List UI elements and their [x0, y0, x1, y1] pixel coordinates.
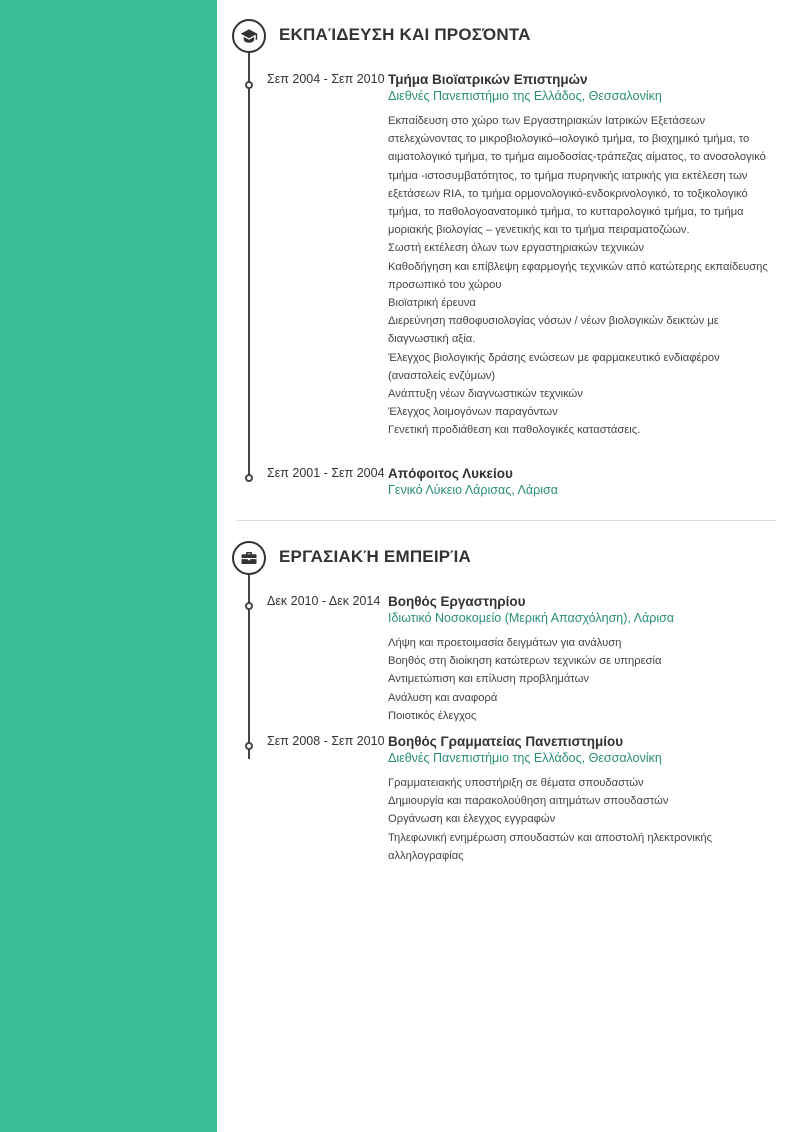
description-item: Οργάνωση και έλεγχος εγγραφών — [388, 813, 556, 826]
entry-organization: Διεθνές Πανεπιστήμιο της Ελλάδος, Θεσσαλονίκη — [388, 751, 662, 765]
entry-content — [388, 733, 780, 865]
description-item: Ποιοτικός έλεγχος — [388, 709, 477, 722]
entry-date: Δεκ 2010 - Δεκ 2014 — [267, 594, 381, 608]
description-item: Γενετική προδιάθεση και παθολογικές καταστάσεις. — [388, 424, 641, 437]
description-item: Τηλεφωνική ενημέρωση σπουδαστών και αποστολή ηλεκτρονικής αλληλογραφίας — [388, 831, 713, 862]
briefcase-glyph — [240, 549, 258, 567]
description-item: Βοηθός στη διοίκηση κατώτερων τεχνικών σε υπηρεσία — [388, 655, 662, 668]
timeline-dot — [245, 742, 253, 750]
entry-date: Σεπ 2001 - Σεπ 2004 — [267, 466, 385, 480]
description-item: Ανάπτυξη νέων διαγνωστικών τεχνικών — [388, 388, 583, 401]
description-item: Ανάλυση και αναφορά — [388, 691, 498, 704]
experience-title: ΕΡΓΑΣΙΑΚΉ ΕΜΠΕΙΡΊΑ — [279, 547, 472, 566]
description-item: Έλεγχος λοιμογόνων παραγόντων — [388, 406, 558, 419]
entry-description — [388, 774, 780, 865]
graduation-cap-icon — [232, 19, 266, 53]
timeline-dot — [245, 81, 253, 89]
description-item: Καθοδήγηση και επίβλεψη εφαρμογής τεχνικών από κατώτερης εκπαίδευσης προσωπικό του χώρου — [388, 260, 768, 291]
description-item: Σωστή εκτέλεση όλων των εργαστηριακών τεχνικών — [388, 242, 644, 255]
entry-description — [388, 634, 780, 725]
entry-content — [388, 71, 780, 440]
entry-date: Σεπ 2004 - Σεπ 2010 — [267, 72, 385, 86]
description-item: Βιοϊατρική έρευνα — [388, 297, 476, 310]
education-timeline — [248, 53, 250, 481]
description-item: Διερεύνηση παθοφυσιολογίας νόσων / νέων βιολογικών δεικτών με διαγνωστική αξία. — [388, 315, 719, 346]
entry-title: Τμήμα Βιοϊατρικών Επιστημών — [388, 72, 588, 87]
section-divider — [237, 520, 776, 521]
entry-organization: Γενικό Λύκειο Λάρισας, Λάρισα — [388, 483, 558, 497]
education-title: ΕΚΠΑΊΔΕΥΣΗ ΚΑΙ ΠΡΟΣΌΝΤΑ — [279, 25, 531, 44]
entry-organization: Διεθνές Πανεπιστήμιο της Ελλάδος, Θεσσαλονίκη — [388, 89, 662, 103]
description-item: Εκπαίδευση στο χώρο των Εργαστηριακών Ιατρικών Εξετάσεων στελεχώνοντας το μικροβιολογικό–ιολογικό τμήμα, το βιοχημικό τμήμα, το αιματολογικό τμήμα, το τμήμα αιμοδοσίας-τράπεζας αίματος, το ανοσολογικό τμήμα -ιστοσυμβατότητος, το τμήμα πυρηνικής ιατρικής για εκτέλεση των εξετάσεων RIA, το τμήμα ορμονολογικό-ενδοκρινολογικό, το τοξικολογικό τμήμα, το παθολογοανατομικό τμήμα, το κυτταρολογικό τμήμα, το τμήμα μοριακής βιολογίας – γενετικής και το τμήμα πειραματοζώων. — [388, 115, 766, 237]
entry-date: Σεπ 2008 - Σεπ 2010 — [267, 734, 385, 748]
description-item: Γραμματειακής υποστήριξη σε θέματα σπουδαστών — [388, 777, 644, 789]
briefcase-icon — [232, 541, 266, 575]
entry-content — [388, 465, 780, 499]
sidebar-panel — [0, 0, 217, 1132]
description-item: Αντιμετώπιση και επίλυση προβλημάτων — [388, 673, 589, 686]
entry-title: Βοηθός Γραμματείας Πανεπιστημίου — [388, 734, 624, 749]
entry-organization: Ιδιωτικό Νοσοκομείο (Μερική Απασχόληση), Λάρισα — [388, 611, 675, 625]
graduation-cap-glyph — [240, 27, 258, 45]
entry-content — [388, 593, 780, 725]
description-item: Δημιουργία και παρακολούθηση αιτημάτων σπουδαστών — [388, 795, 669, 808]
entry-description — [388, 112, 780, 440]
entry-title: Βοηθός Εργαστηρίου — [388, 594, 526, 609]
timeline-dot — [245, 602, 253, 610]
main-content — [217, 0, 800, 1132]
entry-title: Απόφοιτος Λυκείου — [388, 466, 513, 481]
timeline-dot — [245, 474, 253, 482]
description-item: Λήψη και προετοιμασία δειγμάτων για ανάλυση — [388, 637, 622, 649]
description-item: Έλεγχος βιολογικής δράσης ενώσεων με φαρμακευτικό ενδιαφέρον (αναστολείς ενζύμων) — [388, 351, 720, 382]
